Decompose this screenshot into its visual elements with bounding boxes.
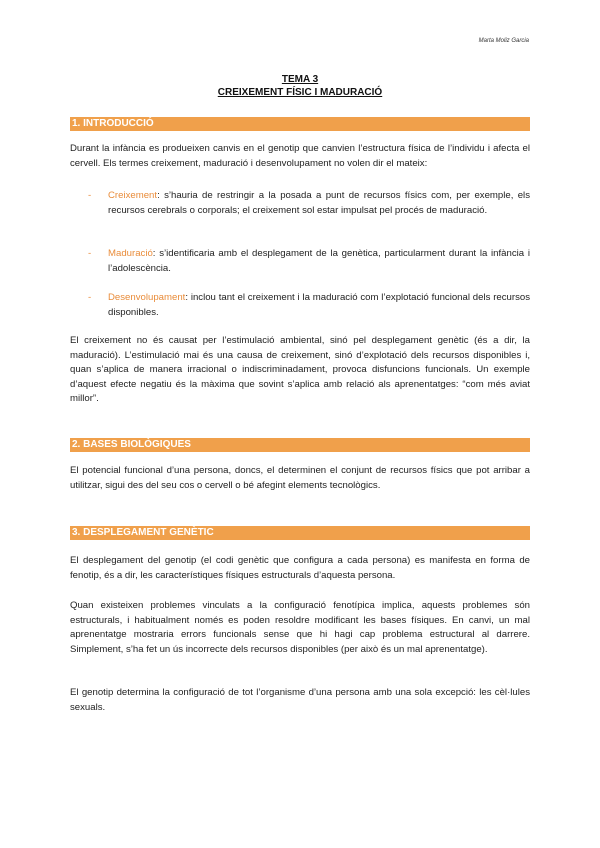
bullet-dash: - xyxy=(88,292,92,303)
term-desenvolupament: Desenvolupament xyxy=(108,292,186,303)
topic-title: CREIXEMENT FÍSIC I MADURACIÓ xyxy=(217,87,383,98)
bullet-dash: - xyxy=(88,190,92,201)
bullet-dash: - xyxy=(88,248,92,259)
desplegament-paragraph-1: El desplegament del genotip (el codi genètic que configura a cada persona) es manifesta en forma de fenotip, és a dir, les característiques físiques estructurals d’aquesta persona. xyxy=(70,555,530,581)
author-name: Marta Moliz Garcia xyxy=(478,38,529,44)
list-item-text xyxy=(108,247,530,276)
term-maduracio: Maduració xyxy=(108,248,153,259)
definition-creixement: : s’hauria de restringir a la posada a punt de recursos físics com, per exemple, els recursos cerebrals o corporals; el creixement sol estar impulsat pel procés de maduració. xyxy=(108,190,530,216)
desplegament-paragraph-2: Quan existeixen problemes vinculats a la configuració fenotípica implica, aquests problemes són estructurals, i habitualment només es poden resoldre modificant les bases físiques. En canvi, un mal aprenentatge mostraria errors funcionals sense que hi hagi cap problema estructural al darrere. Simplement, s’ha fet un ús incorrecte dels recursos disponibles (per això és un mal aprenentatge). xyxy=(70,600,530,655)
section-heading-introduccio: 1. INTRODUCCIÓ xyxy=(70,117,530,131)
bases-paragraph: El potencial funcional d’una persona, doncs, el determinen el conjunt de recursos físics que pot arribar a utilitzar, sigui des del seu cos o cervell o bé afegint elements tecnològics. xyxy=(70,465,530,491)
term-creixement: Creixement xyxy=(108,190,158,201)
topic-number: TEMA 3 xyxy=(281,74,319,85)
definition-maduracio: : s’identificaria amb el desplegament de la genètica, particularment durant la infància i l’adolescència. xyxy=(108,248,530,274)
section-heading-desplegament-genetic: 3. DESPLEGAMENT GENÈTIC xyxy=(70,526,530,540)
list-item-maduracio xyxy=(88,247,530,276)
closing-paragraph: El creixement no és causat per l’estimulació ambiental, sinó pel desplegament genètic (és a dir, la maduració). L’estimulació mai és una causa de creixement, sinó d’explotació dels recursos disponibles i, quan s’aplica de manera irracional o indiscriminadament, provoca disfuncions funcionals. Un exemple d’aquest efecte negatiu és la màxima que sovint s’aplica amb relació als aprenentatges: “com més aviat millor”. xyxy=(70,335,530,405)
document-title xyxy=(70,73,530,99)
list-item-desenvolupament xyxy=(88,291,530,320)
list-item-text xyxy=(108,189,530,218)
definition-desenvolupament: : inclou tant el creixement i la maduració com l’explotació funcional dels recursos disponibles. xyxy=(108,292,530,318)
intro-paragraph: Durant la infància es produeixen canvis en el genotip que canvien l’estructura física de l’individu i afecta el cervell. Els termes creixement, maduració i desenvolupament no volen dir el mateix: xyxy=(70,143,530,169)
list-item-text xyxy=(108,291,530,320)
list-item-creixement xyxy=(88,189,530,218)
desplegament-paragraph-3: El genotip determina la configuració de tot l’organisme d’una persona amb una sola excepció: les cèl·lules sexuals. xyxy=(70,687,530,713)
section-heading-bases-biologiques: 2. BASES BIOLÒGIQUES xyxy=(70,438,530,452)
